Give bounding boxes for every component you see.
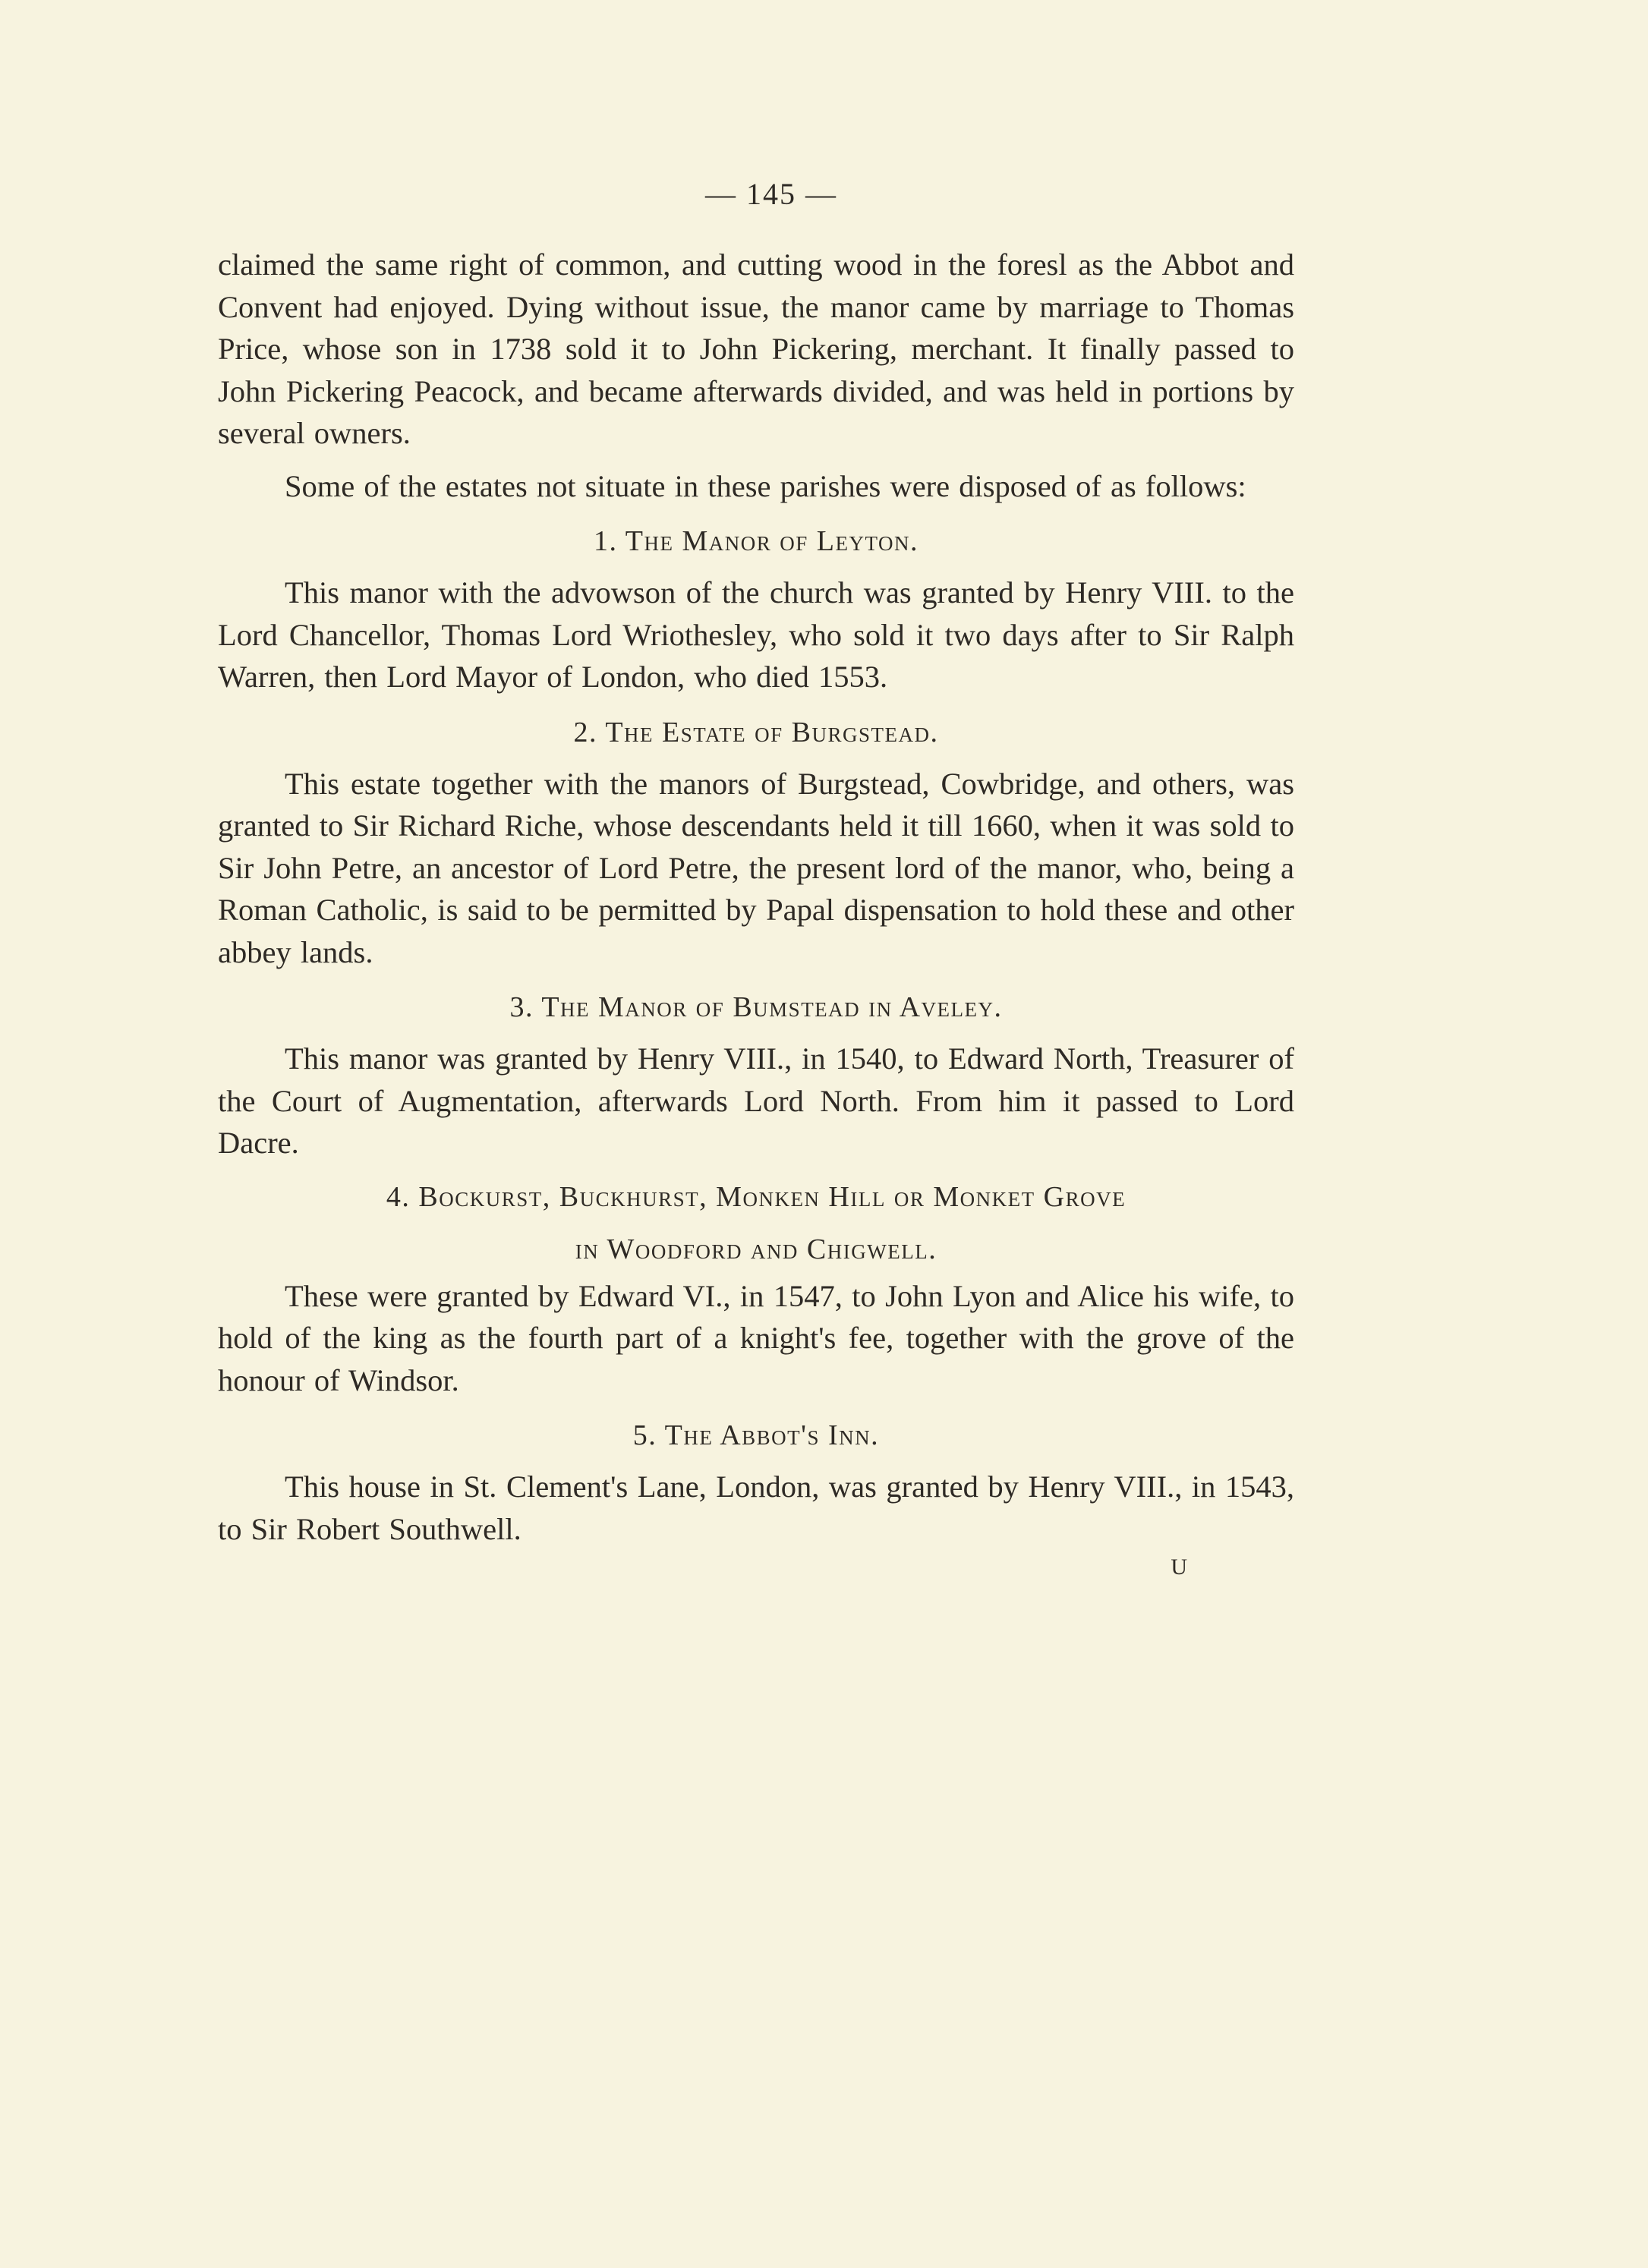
signature-mark: U [1171, 1555, 1188, 1580]
document-page [218, 176, 1294, 1580]
heading-bockurst [218, 1177, 1294, 1271]
page-number: — 145 — [705, 177, 837, 211]
paragraph-estate-of-burgstead: This estate together with the manors of Burgstead, Cowbridge, and others, was granted to Sir Richard Riche, whose descendants held it till 1660, when it was sold to Sir John Petre, an ancestor of Lord Petre, the present lord of the manor, who, being a Roman Catholic, is said to be permitted by Papal dispensation to hold these and other abbey lands. [218, 766, 1294, 969]
heading-abbots-inn: 5. The Abbot's Inn. [632, 1419, 880, 1451]
heading-bockurst-line-1: 4. Bockurst, Buckhurst, Monken Hill or Monket Grove [386, 1180, 1127, 1213]
heading-manor-of-leyton: 1. The Manor of Leyton. [593, 525, 919, 557]
paragraph-manor-of-bumstead: This manor was granted by Henry VIII., in 1540, to Edward North, Treasurer of the Court of Augmentation, afterwards Lord North. From him it passed to Lord Dacre. [218, 1041, 1294, 1160]
paragraph-abbots-inn: This house in St. Clement's Lane, London, was granted by Henry VIII., in 1543, to Sir Robert Southwell. [218, 1469, 1294, 1546]
paragraph-manor-of-leyton: This manor with the advowson of the church was granted by Henry VIII. to the Lord Chancellor, Thomas Lord Wriothesley, who sold it two days after to Sir Ralph Warren, then Lord Mayor of London, who died 1553. [218, 575, 1294, 694]
heading-manor-of-bumstead: 3. The Manor of Bumstead in Aveley. [509, 991, 1003, 1023]
paragraph-intro-continued: claimed the same right of common, and cutting wood in the foresl as the Abbot and Convent had enjoyed. Dying without issue, the manor came by marriage to Thomas Price, whose son in 1738 sold it to John Pickering, merchant. It finally passed to John Pickering Peacock, and became afterwards divided, and was held in portions by several owners. [218, 247, 1294, 450]
heading-estate-of-burgstead: 2. The Estate of Burgstead. [573, 716, 939, 748]
paragraph-intro-estates: Some of the estates not situate in these parishes were disposed of as follows: [285, 468, 1246, 503]
heading-bockurst-line-2: in Woodford and Chigwell. [575, 1233, 937, 1265]
paragraph-bockurst: These were granted by Edward VI., in 1547, to John Lyon and Alice his wife, to hold of the king as the fourth part of a knight's fee, together with the grove of the honour of Windsor. [218, 1278, 1294, 1397]
